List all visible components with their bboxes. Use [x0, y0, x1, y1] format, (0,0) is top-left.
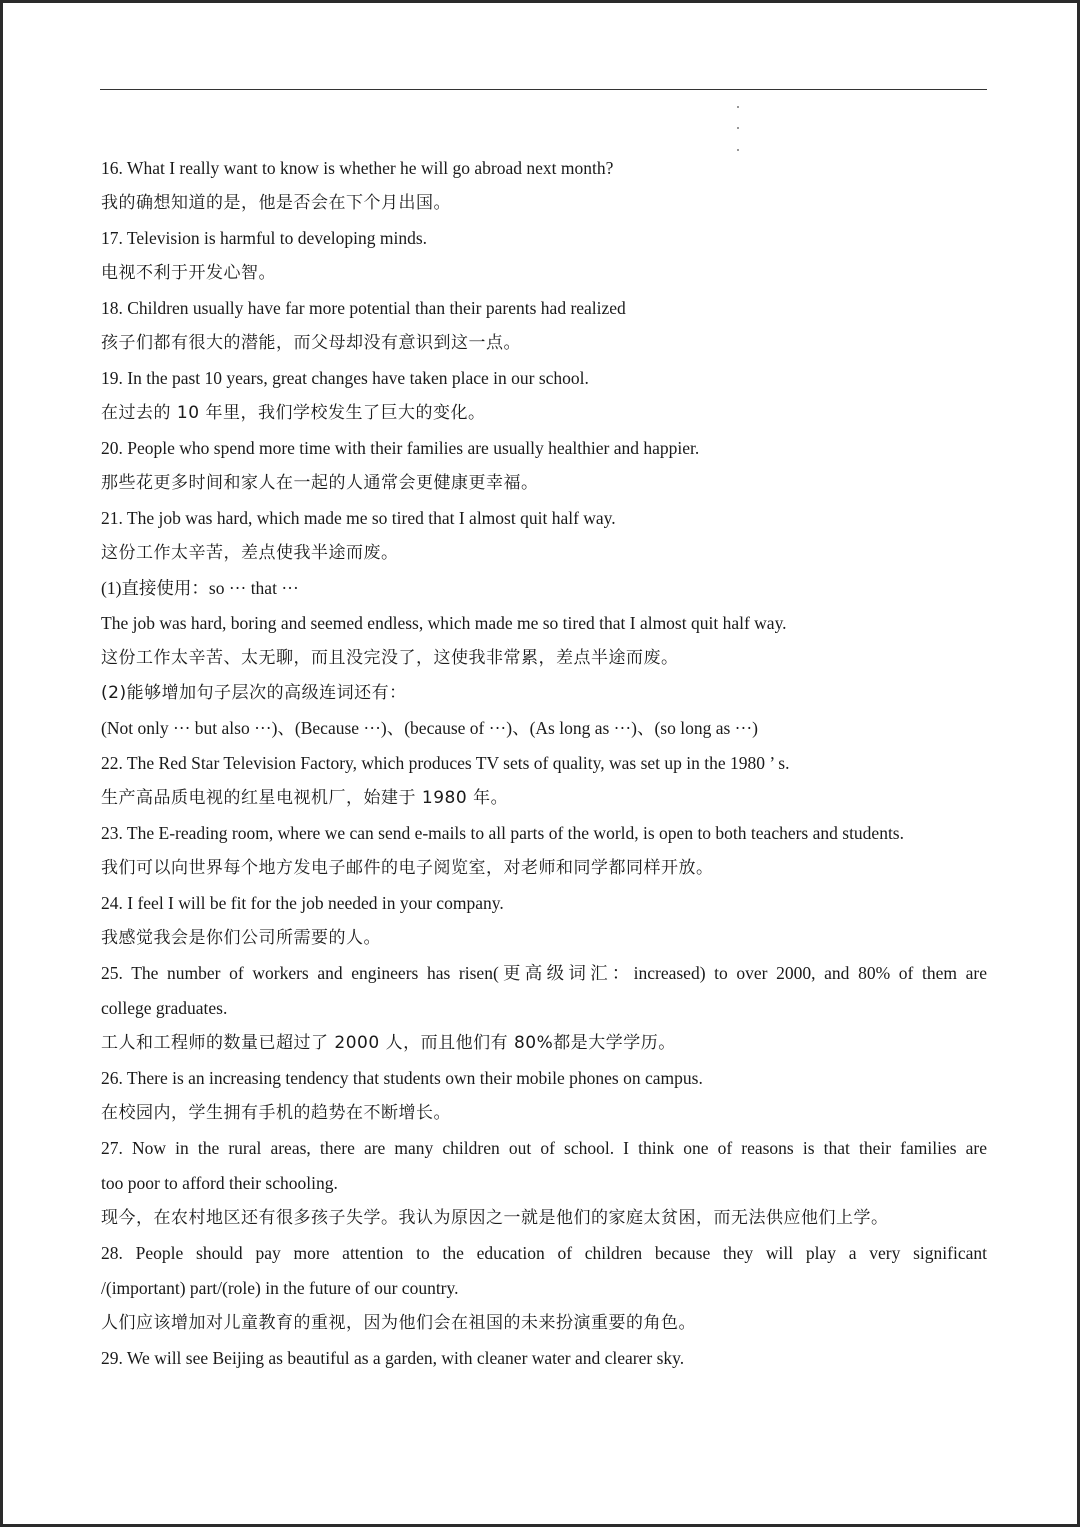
text-line: 工人和工程师的数量已超过了 2000 人，而且他们有 80%都是大学学历。 — [101, 1033, 676, 1053]
text-line: 21. The job was hard, which made me so tired that I almost quit half way. — [101, 508, 616, 528]
text-line: The job was hard, boring and seemed endless, which made me so tired that I almost quit half way. — [101, 613, 787, 633]
text-line: 25. The number of workers and engineers has risen(更高级词汇：increased) to over 2000, and 80% of them are — [101, 963, 987, 983]
text-line: 20. People who spend more time with their families are usually healthier and happier. — [101, 438, 700, 458]
text-line: 18. Children usually have far more potential than their parents had realized — [101, 298, 626, 318]
text-line: 我们可以向世界每个地方发电子邮件的电子阅览室，对老师和同学都同样开放。 — [101, 858, 714, 878]
text-line: 孩子们都有很大的潜能，而父母却没有意识到这一点。 — [101, 333, 521, 353]
margin-dot — [737, 106, 739, 108]
text-line: (2)能够增加句子层次的高级连词还有： — [101, 683, 407, 703]
margin-dot — [737, 127, 739, 129]
text-line: 在校园内，学生拥有手机的趋势在不断增长。 — [101, 1103, 451, 1123]
text-line: 22. The Red Star Television Factory, which produces TV sets of quality, was set up in the 1980 ’ s. — [101, 753, 790, 773]
text-line: too poor to afford their schooling. — [101, 1173, 338, 1193]
document-body — [101, 151, 987, 1376]
text-line: 27. Now in the rural areas, there are many children out of school. I think one of reasons is that their families are — [101, 1138, 987, 1158]
text-line: 这份工作太辛苦，差点使我半途而废。 — [101, 543, 399, 563]
text-line: 16. What I really want to know is whether he will go abroad next month? — [101, 158, 614, 178]
text-line: college graduates. — [101, 998, 228, 1018]
text-line: 人们应该增加对儿童教育的重视，因为他们会在祖国的未来扮演重要的角色。 — [101, 1313, 696, 1333]
text-line: 现今，在农村地区还有很多孩子失学。我认为原因之一就是他们的家庭太贫困，而无法供应他们上学。 — [101, 1208, 889, 1228]
text-line: 26. There is an increasing tendency that students own their mobile phones on campus. — [101, 1068, 703, 1088]
text-line: 我的确想知道的是，他是否会在下个月出国。 — [101, 193, 451, 213]
text-line: 这份工作太辛苦、太无聊，而且没完没了，这使我非常累，差点半途而废。 — [101, 648, 679, 668]
text-line: 我感觉我会是你们公司所需要的人。 — [101, 928, 381, 948]
text-line: 17. Television is harmful to developing minds. — [101, 228, 428, 248]
header-rule — [100, 89, 987, 90]
text-line: 28. People should pay more attention to the education of children because they will play a very significant — [101, 1243, 987, 1263]
text-line: 生产高品质电视的红星电视机厂，始建于 1980 年。 — [101, 788, 509, 808]
text-line: 那些花更多时间和家人在一起的人通常会更健康更幸福。 — [101, 473, 539, 493]
text-line: 19. In the past 10 years, great changes have taken place in our school. — [101, 368, 589, 388]
text-line: 24. I feel I will be fit for the job needed in your company. — [101, 893, 504, 913]
text-line: 在过去的 10 年里，我们学校发生了巨大的变化。 — [101, 403, 486, 423]
text-line: 23. The E-reading room, where we can send e-mails to all parts of the world, is open to both teachers and students. — [101, 823, 904, 843]
text-line: 29. We will see Beijing as beautiful as a garden, with cleaner water and clearer sky. — [101, 1348, 685, 1368]
text-line: 电视不利于开发心智。 — [101, 263, 276, 283]
text-line: /(important) part/(role) in the future of our country. — [101, 1278, 459, 1298]
text-line: (1)直接使用：so ··· that ··· — [101, 578, 299, 598]
text-line: (Not only ··· but also ···)、(Because ···)、(because of ···)、(As long as ···)、(so long as ···) — [101, 718, 758, 738]
